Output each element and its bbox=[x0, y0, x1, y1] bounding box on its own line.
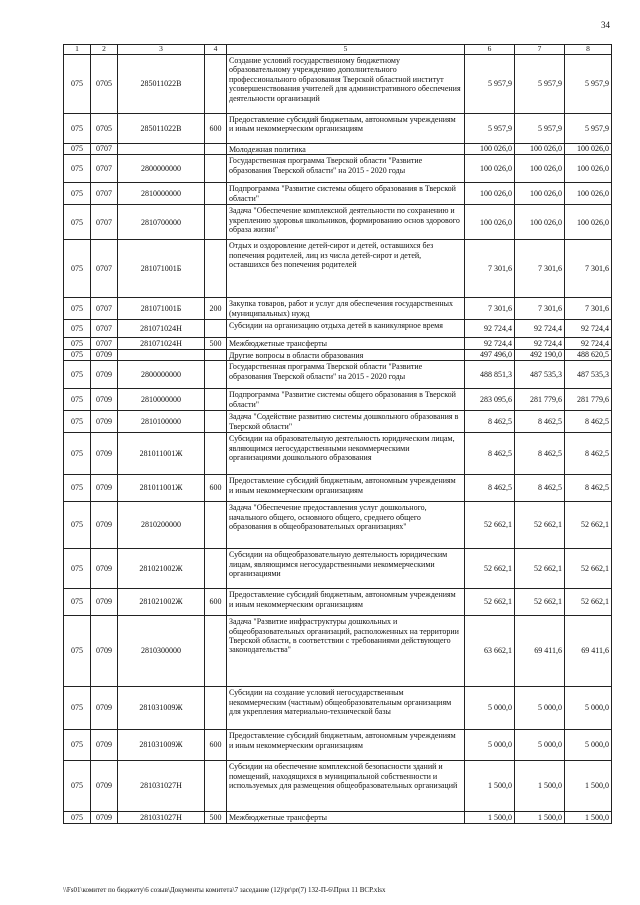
code-target-cell: 2810300000 bbox=[118, 616, 205, 687]
description-cell: Другие вопросы в области образования bbox=[227, 349, 465, 360]
value-col7-cell: 492 190,0 bbox=[515, 349, 565, 360]
table-row bbox=[64, 616, 612, 687]
description-cell: Субсидии на общеобразовательную деятельность юридическим лицам, являющимся негосударственными некоммерческими организациями bbox=[227, 549, 465, 589]
value-col6-cell: 92 724,4 bbox=[465, 320, 515, 338]
code-admin-cell: 075 bbox=[64, 616, 91, 687]
value-col6-cell: 1 500,0 bbox=[465, 812, 515, 823]
code-section-cell: 0709 bbox=[91, 349, 118, 360]
table-row bbox=[64, 113, 612, 143]
value-col6-cell: 100 026,0 bbox=[465, 183, 515, 205]
code-section-cell: 0709 bbox=[91, 761, 118, 812]
code-section-cell: 0707 bbox=[91, 155, 118, 183]
value-col7-cell: 8 462,5 bbox=[515, 411, 565, 433]
value-col6-cell: 5 957,9 bbox=[465, 54, 515, 113]
code-type-cell: 600 bbox=[205, 475, 227, 502]
code-section-cell: 0707 bbox=[91, 320, 118, 338]
value-col6-cell: 5 957,9 bbox=[465, 113, 515, 143]
code-type-cell: 200 bbox=[205, 298, 227, 320]
code-admin-cell: 075 bbox=[64, 113, 91, 143]
code-type-cell: 600 bbox=[205, 113, 227, 143]
code-section-cell: 0709 bbox=[91, 589, 118, 616]
value-col6-cell: 7 301,6 bbox=[465, 240, 515, 298]
code-type-cell bbox=[205, 549, 227, 589]
table-row bbox=[64, 183, 612, 205]
code-type-cell: 500 bbox=[205, 338, 227, 349]
value-col8-cell: 92 724,4 bbox=[565, 320, 612, 338]
value-col6-cell: 100 026,0 bbox=[465, 155, 515, 183]
code-type-cell bbox=[205, 155, 227, 183]
code-type-cell bbox=[205, 205, 227, 240]
value-col8-cell: 69 411,6 bbox=[565, 616, 612, 687]
code-target-cell: 285011022В bbox=[118, 113, 205, 143]
code-admin-cell: 075 bbox=[64, 761, 91, 812]
code-target-cell: 281011001Ж bbox=[118, 475, 205, 502]
code-target-cell: 281031009Ж bbox=[118, 730, 205, 761]
code-type-cell bbox=[205, 54, 227, 113]
value-col7-cell: 69 411,6 bbox=[515, 616, 565, 687]
col-header-4: 4 bbox=[205, 45, 227, 55]
value-col6-cell: 5 000,0 bbox=[465, 730, 515, 761]
table-row bbox=[64, 812, 612, 823]
description-cell: Задача "Содействие развитию системы дошкольного образования в Тверской области" bbox=[227, 411, 465, 433]
description-cell: Субсидии на организацию отдыха детей в каникулярное время bbox=[227, 320, 465, 338]
value-col7-cell: 5 957,9 bbox=[515, 54, 565, 113]
code-type-cell bbox=[205, 183, 227, 205]
value-col7-cell: 52 662,1 bbox=[515, 549, 565, 589]
header-row bbox=[64, 45, 612, 55]
code-type-cell bbox=[205, 361, 227, 389]
table-row bbox=[64, 205, 612, 240]
description-cell: Задача "Развитие инфраструктуры дошкольных и общеобразовательных организаций, расположенных на территории Тверской области, в соответствии с требованиями действующего законодательства" bbox=[227, 616, 465, 687]
table-row bbox=[64, 549, 612, 589]
code-admin-cell: 075 bbox=[64, 155, 91, 183]
code-type-cell bbox=[205, 433, 227, 475]
table-row bbox=[64, 338, 612, 349]
code-section-cell: 0709 bbox=[91, 389, 118, 411]
col-header-6: 6 bbox=[465, 45, 515, 55]
description-cell: Межбюджетные трансферты bbox=[227, 338, 465, 349]
code-target-cell bbox=[118, 143, 205, 154]
value-col6-cell: 283 095,6 bbox=[465, 389, 515, 411]
value-col6-cell: 63 662,1 bbox=[465, 616, 515, 687]
value-col7-cell: 8 462,5 bbox=[515, 433, 565, 475]
code-type-cell bbox=[205, 687, 227, 730]
code-type-cell bbox=[205, 502, 227, 549]
col-header-1: 1 bbox=[64, 45, 91, 55]
description-cell: Субсидии на образовательную деятельность юридическим лицам, являющимся негосударственными некоммерческими организациями дошкольного образования bbox=[227, 433, 465, 475]
value-col8-cell: 1 500,0 bbox=[565, 761, 612, 812]
table-row bbox=[64, 320, 612, 338]
code-target-cell: 281071001Б bbox=[118, 298, 205, 320]
description-cell: Задача "Обеспечение предоставления услуг дошкольного, начального общего, основного общего, среднего общего образования в общеобразовательных организациях" bbox=[227, 502, 465, 549]
code-section-cell: 0707 bbox=[91, 240, 118, 298]
value-col6-cell: 100 026,0 bbox=[465, 143, 515, 154]
code-admin-cell: 075 bbox=[64, 475, 91, 502]
table-row bbox=[64, 589, 612, 616]
code-type-cell bbox=[205, 143, 227, 154]
code-admin-cell: 075 bbox=[64, 411, 91, 433]
value-col8-cell: 5 000,0 bbox=[565, 687, 612, 730]
code-type-cell: 600 bbox=[205, 589, 227, 616]
value-col6-cell: 92 724,4 bbox=[465, 338, 515, 349]
value-col7-cell: 7 301,6 bbox=[515, 298, 565, 320]
value-col6-cell: 1 500,0 bbox=[465, 761, 515, 812]
value-col6-cell: 52 662,1 bbox=[465, 502, 515, 549]
description-cell: Государственная программа Тверской области "Развитие образования Тверской области" на 2015 - 2020 годы bbox=[227, 155, 465, 183]
col-header-7: 7 bbox=[515, 45, 565, 55]
code-type-cell: 600 bbox=[205, 730, 227, 761]
code-type-cell bbox=[205, 411, 227, 433]
description-cell: Межбюджетные трансферты bbox=[227, 812, 465, 823]
value-col7-cell: 7 301,6 bbox=[515, 240, 565, 298]
code-admin-cell: 075 bbox=[64, 183, 91, 205]
table-row bbox=[64, 155, 612, 183]
code-target-cell bbox=[118, 349, 205, 360]
value-col7-cell: 100 026,0 bbox=[515, 183, 565, 205]
table-row bbox=[64, 502, 612, 549]
value-col7-cell: 100 026,0 bbox=[515, 205, 565, 240]
description-cell: Закупка товаров, работ и услуг для обеспечения государственных (муниципальных) нужд bbox=[227, 298, 465, 320]
table-row bbox=[64, 389, 612, 411]
table-row bbox=[64, 730, 612, 761]
value-col8-cell: 5 957,9 bbox=[565, 54, 612, 113]
code-section-cell: 0707 bbox=[91, 298, 118, 320]
value-col8-cell: 487 535,3 bbox=[565, 361, 612, 389]
value-col6-cell: 8 462,5 bbox=[465, 433, 515, 475]
code-admin-cell: 075 bbox=[64, 338, 91, 349]
code-target-cell: 281021002Ж bbox=[118, 589, 205, 616]
page-number: 34 bbox=[601, 20, 610, 30]
col-header-2: 2 bbox=[91, 45, 118, 55]
value-col8-cell: 1 500,0 bbox=[565, 812, 612, 823]
value-col8-cell: 100 026,0 bbox=[565, 205, 612, 240]
code-admin-cell: 075 bbox=[64, 812, 91, 823]
code-admin-cell: 075 bbox=[64, 320, 91, 338]
code-target-cell: 2810000000 bbox=[118, 389, 205, 411]
footer-file-path: \\Fs01\комитет по бюджету\6 созыв\Документы комитета\7 заседание (12)\pr\pr(7) 132-П-6\Прил 11 ВСР.xlsx bbox=[63, 886, 386, 894]
code-type-cell bbox=[205, 761, 227, 812]
value-col7-cell: 5 957,9 bbox=[515, 113, 565, 143]
code-target-cell: 2800000000 bbox=[118, 361, 205, 389]
table-row bbox=[64, 687, 612, 730]
description-cell: Предоставление субсидий бюджетным, автономным учреждениям и иным некоммерческим организациям bbox=[227, 730, 465, 761]
value-col6-cell: 52 662,1 bbox=[465, 589, 515, 616]
value-col8-cell: 52 662,1 bbox=[565, 589, 612, 616]
description-cell: Субсидии на обеспечение комплексной безопасности зданий и помещений, находящихся в муниципальной собственности и используемых для размещения общеобразовательных организаций bbox=[227, 761, 465, 812]
description-cell: Подпрограмма "Развитие системы общего образования в Тверской области" bbox=[227, 389, 465, 411]
col-header-8: 8 bbox=[565, 45, 612, 55]
code-target-cell: 281031027Н bbox=[118, 812, 205, 823]
table-row bbox=[64, 54, 612, 113]
value-col8-cell: 5 000,0 bbox=[565, 730, 612, 761]
value-col7-cell: 1 500,0 bbox=[515, 812, 565, 823]
value-col8-cell: 281 779,6 bbox=[565, 389, 612, 411]
code-target-cell: 281031027Н bbox=[118, 761, 205, 812]
value-col8-cell: 100 026,0 bbox=[565, 183, 612, 205]
description-cell: Подпрограмма "Развитие системы общего образования в Тверской области" bbox=[227, 183, 465, 205]
description-cell: Молодежная политика bbox=[227, 143, 465, 154]
value-col8-cell: 7 301,6 bbox=[565, 298, 612, 320]
value-col8-cell: 92 724,4 bbox=[565, 338, 612, 349]
table-row bbox=[64, 761, 612, 812]
code-type-cell bbox=[205, 320, 227, 338]
value-col7-cell: 92 724,4 bbox=[515, 338, 565, 349]
value-col6-cell: 7 301,6 bbox=[465, 298, 515, 320]
value-col7-cell: 100 026,0 bbox=[515, 143, 565, 154]
code-target-cell: 2810200000 bbox=[118, 502, 205, 549]
value-col6-cell: 8 462,5 bbox=[465, 411, 515, 433]
code-admin-cell: 075 bbox=[64, 433, 91, 475]
code-admin-cell: 075 bbox=[64, 361, 91, 389]
col-header-5: 5 bbox=[227, 45, 465, 55]
description-cell: Предоставление субсидий бюджетным, автономным учреждениям и иным некоммерческим организациям bbox=[227, 589, 465, 616]
code-target-cell: 281011001Ж bbox=[118, 433, 205, 475]
description-cell: Предоставление субсидий бюджетным, автономным учреждениям и иным некоммерческим организациям bbox=[227, 113, 465, 143]
value-col8-cell: 488 620,5 bbox=[565, 349, 612, 360]
code-target-cell: 2810700000 bbox=[118, 205, 205, 240]
code-section-cell: 0709 bbox=[91, 616, 118, 687]
code-section-cell: 0709 bbox=[91, 502, 118, 549]
code-section-cell: 0707 bbox=[91, 143, 118, 154]
code-admin-cell: 075 bbox=[64, 687, 91, 730]
code-section-cell: 0709 bbox=[91, 361, 118, 389]
value-col8-cell: 5 957,9 bbox=[565, 113, 612, 143]
value-col8-cell: 100 026,0 bbox=[565, 155, 612, 183]
code-target-cell: 285011022В bbox=[118, 54, 205, 113]
code-target-cell: 281021002Ж bbox=[118, 549, 205, 589]
code-type-cell bbox=[205, 389, 227, 411]
code-target-cell: 281031009Ж bbox=[118, 687, 205, 730]
code-section-cell: 0707 bbox=[91, 338, 118, 349]
code-admin-cell: 075 bbox=[64, 502, 91, 549]
code-admin-cell: 075 bbox=[64, 143, 91, 154]
code-admin-cell: 075 bbox=[64, 549, 91, 589]
description-cell: Создание условий государственному бюджетному образовательному учреждению дополнительного профессионального образования Тверской областной институт усовершенствования учителей для административного обеспечения деятельности организаций bbox=[227, 54, 465, 113]
value-col6-cell: 497 496,0 bbox=[465, 349, 515, 360]
value-col6-cell: 100 026,0 bbox=[465, 205, 515, 240]
code-section-cell: 0709 bbox=[91, 687, 118, 730]
code-section-cell: 0709 bbox=[91, 812, 118, 823]
value-col6-cell: 52 662,1 bbox=[465, 549, 515, 589]
table-body bbox=[64, 54, 612, 823]
value-col7-cell: 100 026,0 bbox=[515, 155, 565, 183]
code-target-cell: 281071024Н bbox=[118, 320, 205, 338]
code-admin-cell: 075 bbox=[64, 730, 91, 761]
code-admin-cell: 075 bbox=[64, 54, 91, 113]
code-type-cell: 500 bbox=[205, 812, 227, 823]
value-col8-cell: 52 662,1 bbox=[565, 549, 612, 589]
code-section-cell: 0709 bbox=[91, 475, 118, 502]
code-type-cell bbox=[205, 616, 227, 687]
value-col8-cell: 8 462,5 bbox=[565, 433, 612, 475]
description-cell: Государственная программа Тверской области "Развитие образования Тверской области" на 2015 - 2020 годы bbox=[227, 361, 465, 389]
table-row bbox=[64, 411, 612, 433]
value-col8-cell: 8 462,5 bbox=[565, 411, 612, 433]
table-row bbox=[64, 433, 612, 475]
code-section-cell: 0705 bbox=[91, 54, 118, 113]
code-type-cell bbox=[205, 349, 227, 360]
table-row bbox=[64, 361, 612, 389]
code-admin-cell: 075 bbox=[64, 589, 91, 616]
value-col7-cell: 5 000,0 bbox=[515, 730, 565, 761]
value-col7-cell: 8 462,5 bbox=[515, 475, 565, 502]
value-col7-cell: 52 662,1 bbox=[515, 502, 565, 549]
value-col7-cell: 487 535,3 bbox=[515, 361, 565, 389]
value-col8-cell: 8 462,5 bbox=[565, 475, 612, 502]
budget-table bbox=[63, 44, 612, 824]
code-target-cell: 2810000000 bbox=[118, 183, 205, 205]
code-admin-cell: 075 bbox=[64, 240, 91, 298]
value-col6-cell: 8 462,5 bbox=[465, 475, 515, 502]
description-cell: Отдых и оздоровление детей-сирот и детей, оставшихся без попечения родителей, лиц из числа детей-сирот и детей, оставшихся без попечения родителей bbox=[227, 240, 465, 298]
code-target-cell: 281071001Б bbox=[118, 240, 205, 298]
value-col6-cell: 488 851,3 bbox=[465, 361, 515, 389]
code-admin-cell: 075 bbox=[64, 389, 91, 411]
code-target-cell: 2800000000 bbox=[118, 155, 205, 183]
code-target-cell: 281071024Н bbox=[118, 338, 205, 349]
value-col7-cell: 1 500,0 bbox=[515, 761, 565, 812]
code-section-cell: 0707 bbox=[91, 205, 118, 240]
value-col6-cell: 5 000,0 bbox=[465, 687, 515, 730]
code-target-cell: 2810100000 bbox=[118, 411, 205, 433]
value-col7-cell: 52 662,1 bbox=[515, 589, 565, 616]
code-section-cell: 0709 bbox=[91, 730, 118, 761]
code-section-cell: 0709 bbox=[91, 411, 118, 433]
code-section-cell: 0707 bbox=[91, 183, 118, 205]
value-col7-cell: 5 000,0 bbox=[515, 687, 565, 730]
value-col7-cell: 281 779,6 bbox=[515, 389, 565, 411]
description-cell: Задача "Обеспечение комплексной деятельности по сохранению и укреплению здоровья школьников, формированию основ здорового образа жизни" bbox=[227, 205, 465, 240]
code-section-cell: 0709 bbox=[91, 433, 118, 475]
value-col7-cell: 92 724,4 bbox=[515, 320, 565, 338]
code-type-cell bbox=[205, 240, 227, 298]
code-admin-cell: 075 bbox=[64, 298, 91, 320]
table-row bbox=[64, 240, 612, 298]
col-header-3: 3 bbox=[118, 45, 205, 55]
table-row bbox=[64, 143, 612, 154]
description-cell: Предоставление субсидий бюджетным, автономным учреждениям и иным некоммерческим организациям bbox=[227, 475, 465, 502]
code-admin-cell: 075 bbox=[64, 349, 91, 360]
table-row bbox=[64, 298, 612, 320]
table-row bbox=[64, 349, 612, 360]
code-admin-cell: 075 bbox=[64, 205, 91, 240]
value-col8-cell: 52 662,1 bbox=[565, 502, 612, 549]
code-section-cell: 0705 bbox=[91, 113, 118, 143]
table-row bbox=[64, 475, 612, 502]
value-col8-cell: 7 301,6 bbox=[565, 240, 612, 298]
code-section-cell: 0709 bbox=[91, 549, 118, 589]
description-cell: Субсидии на создание условий негосударственным некоммерческим (частным) общеобразовательным организациям для укрепления материально-технической базы bbox=[227, 687, 465, 730]
value-col8-cell: 100 026,0 bbox=[565, 143, 612, 154]
